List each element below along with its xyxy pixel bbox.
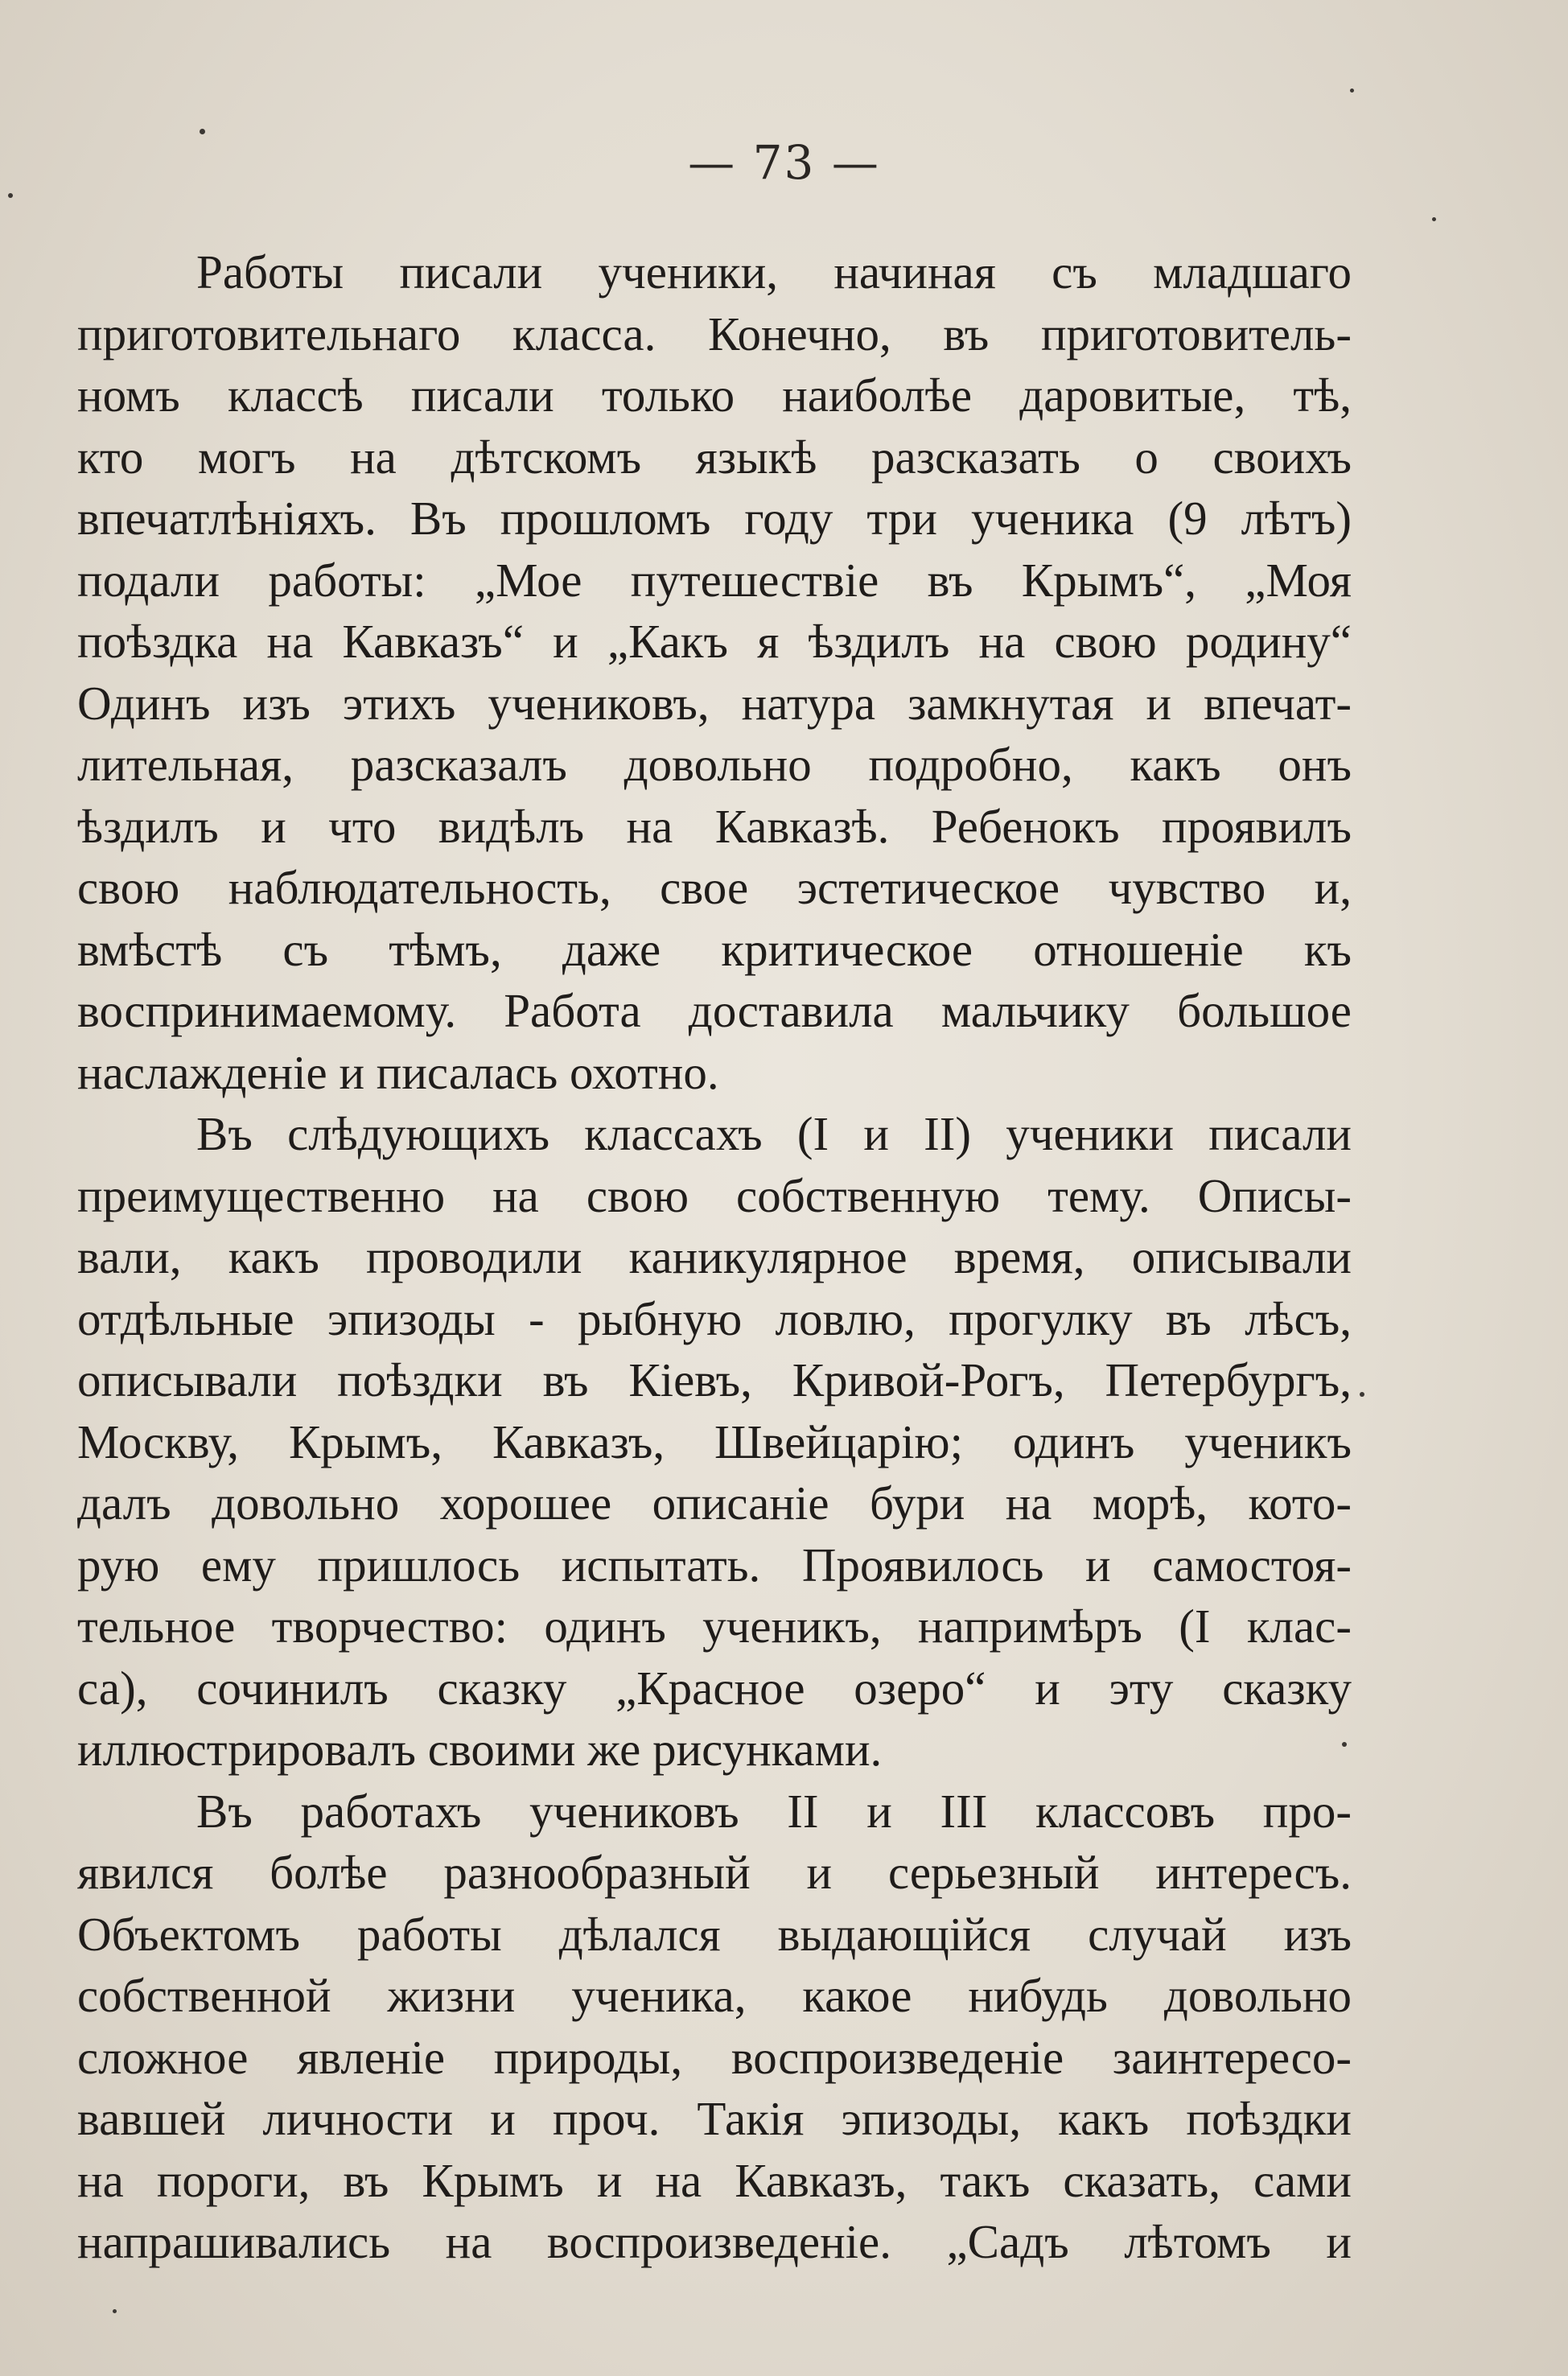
ink-speck [200,129,205,134]
text-line: Въ работахъ учениковъ II и III классовъ про- [196,1784,1352,1838]
text-line: поѣздка на Кавказъ“ и „Какъ я ѣздилъ на свою родину“ [77,615,1352,668]
text-line: рую ему пришлось испытать. Проявилось и самостоя- [77,1538,1352,1592]
text-line: собственной жизни ученика, какое нибудь довольно [77,1969,1352,2022]
text-line: подали работы: „Мое путешествіе въ Крымъ“, „Моя [77,553,1352,607]
text-line: Объектомъ работы дѣлался выдающійся случай изъ [77,1907,1352,1961]
text-line: ѣздилъ и что видѣлъ на Кавказѣ. Ребенокъ проявилъ [77,799,1352,853]
text-line: кто могъ на дѣтскомъ языкѣ разсказать о своихъ [77,430,1352,484]
ink-speck [1350,89,1354,93]
text-line: наслажденіе и писалась охотно. [77,1045,719,1099]
text-line: Въ слѣдующихъ классахъ (I и II) ученики писали [196,1107,1352,1160]
text-line: впечатлѣніяхъ. Въ прошломъ году три ученика (9 лѣтъ) [77,492,1352,545]
text-line: на пороги, въ Крымъ и на Кавказъ, такъ сказать, сами [77,2153,1352,2207]
text-line: Работы писали ученики, начиная съ младшаго [196,245,1352,299]
body-text [77,241,1352,2273]
text-line: воспринимаемому. Работа доставила мальчику большое [77,984,1352,1037]
ink-speck [113,2309,117,2313]
text-line: приготовительнаго класса. Конечно, въ приготовитель- [77,307,1352,360]
text-line: отдѣльные эпизоды - рыбную ловлю, прогулку въ лѣсъ, [77,1291,1352,1345]
text-line: иллюстрировалъ своими же рисунками. [77,1723,883,1776]
text-line: тельное творчество: одинъ ученикъ, напримѣръ (I клас- [77,1600,1352,1653]
text-line: вмѣстѣ съ тѣмъ, даже критическое отношеніе къ [77,922,1352,976]
text-line: явился болѣе разнообразный и серьезный интересъ. [77,1846,1352,1899]
ink-speck [1360,1392,1364,1397]
text-line: вавшей личности и проч. Такія эпизоды, какъ поѣздки [77,2092,1352,2145]
page-number: — 73 — [688,135,880,190]
ink-speck [1432,217,1436,221]
text-line: Москву, Крымъ, Кавказъ, Швейцарію; одинъ ученикъ [77,1414,1352,1468]
text-line: са), сочинилъ сказку „Красное озеро“ и эту сказку [77,1661,1352,1715]
text-line: лительная, разсказалъ довольно подробно, какъ онъ [77,738,1352,791]
text-line: сложное явленіе природы, воспроизведеніе заинтересо- [77,2030,1352,2084]
text-line: описывали поѣздки въ Кіевъ, Кривой-Рогъ, Петербургъ, [77,1353,1352,1406]
text-line: Одинъ изъ этихъ учениковъ, натура замкнутая и впечат- [77,676,1352,730]
text-line: преимущественно на свою собственную тему. Описы- [77,1168,1352,1222]
ink-speck [8,193,13,198]
text-line: далъ довольно хорошее описаніе бури на морѣ, кото- [77,1476,1352,1530]
text-line: вали, какъ проводили каникулярное время, описывали [77,1230,1352,1283]
text-line: номъ классѣ писали только наиболѣе даровитые, тѣ, [77,369,1352,422]
text-line: напрашивались на воспроизведеніе. „Садъ лѣтомъ и [77,2215,1352,2268]
text-line: свою наблюдательность, свое эстетическое чувство и, [77,861,1352,914]
